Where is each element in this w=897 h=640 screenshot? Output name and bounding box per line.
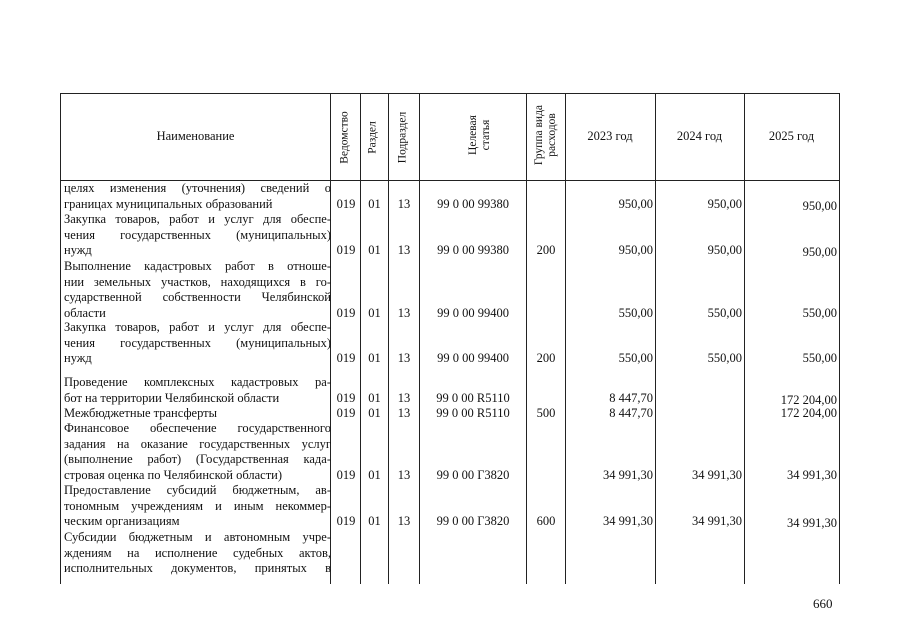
row-name-line: ждениям на исполнение судебных актов, (64, 545, 331, 560)
row-name-line: нужд (64, 243, 92, 257)
row-name-line: Межбюджетные трансферты (64, 406, 218, 420)
cell-podrazdel: 13 (397, 196, 411, 211)
row-name-line: чения государственных (муниципальных) (64, 335, 331, 350)
row-name (64, 421, 331, 483)
row-name-line: целях изменения (уточнения) сведений о (64, 181, 331, 195)
cell-2024: 950,00 (707, 243, 742, 257)
cell-celevaya-statya: 99 0 00 Г3820 (436, 514, 510, 528)
cell-2023: 550,00 (618, 305, 653, 320)
cell-2023: 950,00 (618, 243, 653, 257)
row-name-line: исполнительных документов, принятых в (64, 561, 331, 575)
row-name-line: Предоставление субсидий бюджетным, ав- (64, 483, 331, 497)
row-name-line: бот на территории Челябинской области (64, 390, 280, 405)
row-name (64, 181, 331, 212)
row-name-line: ческим организациям (64, 514, 180, 528)
cell-razdel: 01 (368, 243, 381, 257)
cell-razdel: 01 (368, 514, 381, 528)
cell-2025: 950,00 (802, 245, 837, 259)
cell-celevaya-statya: 99 0 00 R5110 (436, 406, 510, 420)
cell-2025: 172 204,00 (780, 406, 837, 420)
header-name: Наименование (156, 129, 235, 143)
row-name (64, 530, 331, 577)
row-name-line: чения государственных (муниципальных) (64, 227, 331, 242)
cell-2025: 34 991,30 (787, 516, 837, 530)
row-name-line: области (64, 305, 106, 320)
cell-2024: 550,00 (707, 351, 742, 365)
col-divider (565, 94, 566, 584)
cell-2024: 34 991,30 (692, 514, 742, 528)
row-name-line: тономным учреждениям и иным некоммер- (64, 498, 331, 513)
header-razdel: Раздел (366, 121, 379, 154)
row-name (64, 212, 331, 259)
page-number: 660 (813, 596, 833, 611)
cell-2023: 950,00 (618, 196, 653, 211)
cell-razdel: 01 (368, 467, 381, 482)
cell-razdel: 01 (368, 406, 381, 420)
row-name-line: сударственной собственности Челябинской (64, 290, 331, 304)
col-divider (839, 94, 840, 584)
header-celevaya-line2: статья (480, 119, 492, 151)
cell-celevaya-statya: 99 0 00 99400 (437, 351, 509, 365)
cell-razdel: 01 (368, 390, 381, 405)
row-name-line: Выполнение кадастровых работ в отноше- (64, 259, 331, 273)
cell-celevaya-statya: 99 0 00 99380 (437, 196, 509, 211)
cell-vedomstvo: 019 (336, 514, 356, 528)
cell-2025: 34 991,30 (787, 467, 837, 482)
cell-gruppa: 200 (536, 351, 556, 365)
row-name-line: Финансовое обеспечение государственного (64, 421, 331, 435)
row-name-line: Субсидии бюджетным и автономным учре- (64, 530, 331, 544)
header-vedomstvo: Ведомство (338, 111, 351, 164)
row-name-line: Закупка товаров, работ и услуг для обеспе- (64, 212, 331, 226)
cell-celevaya-statya: 99 0 00 R5110 (436, 390, 510, 405)
cell-2025: 550,00 (802, 305, 837, 320)
row-name-line: нужд (64, 351, 92, 365)
cell-gruppa: 200 (536, 243, 556, 257)
cell-podrazdel: 13 (397, 243, 411, 257)
col-divider (388, 94, 389, 584)
row-name (64, 259, 331, 321)
cell-razdel: 01 (368, 196, 381, 211)
budget-table (60, 93, 840, 584)
cell-podrazdel: 13 (397, 406, 411, 420)
cell-2023: 8 447,70 (609, 406, 653, 420)
cell-vedomstvo: 019 (336, 305, 356, 320)
header-celevaya (467, 98, 493, 172)
cell-podrazdel: 13 (397, 514, 411, 528)
cell-2023: 550,00 (618, 351, 653, 365)
cell-2023: 34 991,30 (603, 467, 653, 482)
cell-2023: 34 991,30 (603, 514, 653, 528)
row-name-line: Проведение комплексных кадастровых ра- (64, 375, 331, 389)
row-name-line: Закупка товаров, работ и услуг для обеспе- (64, 320, 331, 334)
header-gruppa-line2: расходов (546, 113, 558, 157)
cell-2025: 950,00 (802, 198, 837, 213)
cell-2023: 8 447,70 (609, 390, 653, 405)
header-2025: 2025 год (768, 129, 815, 143)
cell-podrazdel: 13 (397, 390, 411, 405)
cell-vedomstvo: 019 (336, 351, 356, 365)
cell-podrazdel: 13 (397, 305, 411, 320)
cell-2024: 950,00 (707, 196, 742, 211)
row-name-line: стровая оценка по Челябинской области) (64, 467, 283, 482)
cell-vedomstvo: 019 (336, 196, 356, 211)
cell-vedomstvo: 019 (336, 406, 356, 420)
col-divider (419, 94, 420, 584)
row-name-line: задания на оказание государственных услуг (64, 436, 331, 451)
header-2024: 2024 год (676, 129, 723, 143)
row-name (64, 406, 331, 422)
cell-vedomstvo: 019 (336, 390, 356, 405)
cell-2024: 34 991,30 (692, 467, 742, 482)
cell-celevaya-statya: 99 0 00 Г3820 (436, 467, 510, 482)
row-name-line: (выполнение работ) (Государственная када- (64, 452, 331, 466)
header-gruppa (533, 94, 559, 176)
row-name (64, 375, 331, 406)
cell-vedomstvo: 019 (336, 243, 356, 257)
cell-2025: 550,00 (802, 351, 837, 365)
cell-gruppa: 600 (536, 514, 556, 528)
cell-2024: 550,00 (707, 305, 742, 320)
cell-vedomstvo: 019 (336, 467, 356, 482)
cell-2025: 172 204,00 (780, 392, 837, 407)
cell-podrazdel: 13 (397, 467, 411, 482)
cell-celevaya-statya: 99 0 00 99400 (437, 305, 509, 320)
cell-razdel: 01 (368, 351, 381, 365)
col-divider (655, 94, 656, 584)
header-celevaya-line1: Целевая (467, 115, 479, 155)
row-name-line: границах муниципальных образований (64, 196, 273, 211)
col-divider (744, 94, 745, 584)
cell-celevaya-statya: 99 0 00 99380 (437, 243, 509, 257)
col-divider (526, 94, 527, 584)
cell-razdel: 01 (368, 305, 381, 320)
row-name (64, 320, 331, 367)
header-podrazdel: Подраздел (396, 111, 409, 164)
cell-gruppa: 500 (536, 406, 556, 420)
header-gruppa-line1: Группа вида (533, 104, 545, 166)
cell-podrazdel: 13 (397, 351, 411, 365)
row-name-line: нии земельных участков, находящихся в го- (64, 274, 331, 289)
row-name (64, 483, 331, 530)
col-divider (360, 94, 361, 584)
header-2023: 2023 год (587, 129, 633, 143)
